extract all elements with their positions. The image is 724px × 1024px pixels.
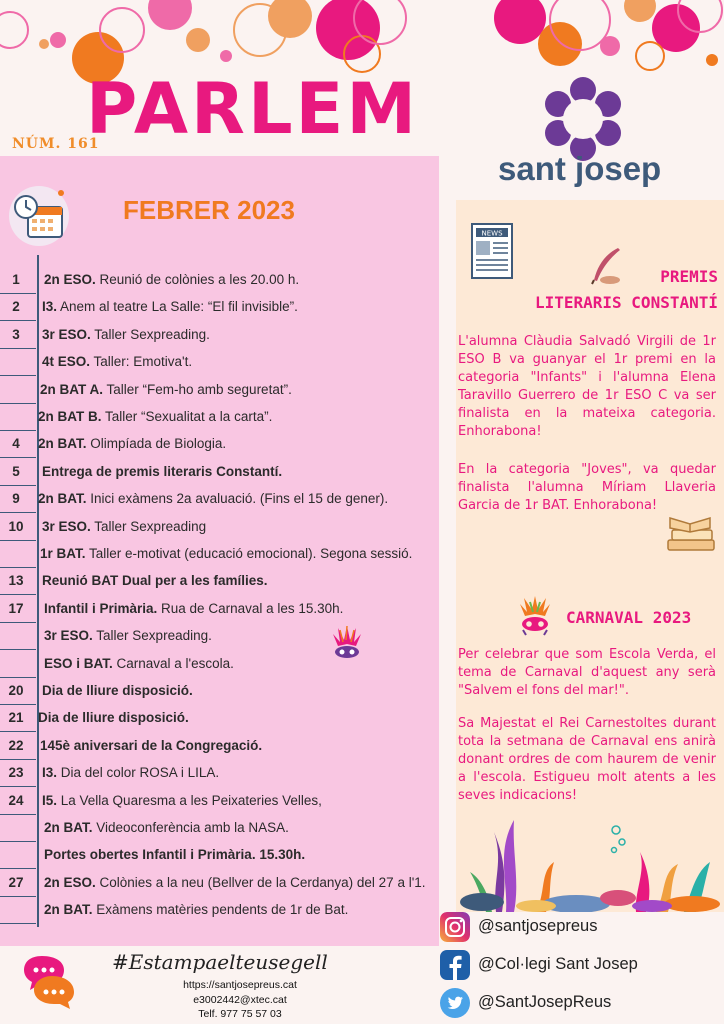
event-text (42, 327, 210, 342)
event-day: 20 (8, 683, 24, 698)
row-divider (0, 896, 36, 897)
twitter-icon (440, 988, 470, 1018)
event-group: 2n BAT. (44, 820, 93, 835)
website-link[interactable]: https://santjosepreus.cat (183, 979, 297, 991)
event-description: Taller “Fem-ho amb seguretat”. (103, 381, 292, 397)
event-day: 10 (8, 518, 24, 534)
event-row (0, 793, 439, 811)
event-text (44, 601, 343, 616)
instagram-icon (440, 912, 470, 942)
event-row (0, 327, 439, 345)
row-divider (0, 731, 36, 732)
row-divider (0, 457, 36, 458)
event-description: Anem al teatre La Salle: “El fil invisible”. (57, 299, 298, 315)
event-row (0, 546, 439, 564)
twitter-handle: @SantJosepReus (478, 993, 612, 1011)
event-row (0, 710, 439, 728)
event-row (0, 765, 439, 783)
row-divider (0, 430, 36, 431)
event-row (0, 464, 439, 482)
event-text (44, 820, 289, 835)
event-row (0, 601, 439, 619)
row-divider (0, 293, 36, 294)
event-day: 27 (8, 874, 24, 890)
event-description: Inici exàmens 2a avaluació. (Fins el 15 de gener). (86, 491, 389, 507)
event-day: 21 (8, 710, 24, 726)
event-description: Taller “Sexualitat a la carta”. (101, 409, 273, 424)
event-row (0, 519, 439, 537)
event-group: Reunió BAT Dual per a les famílies. (42, 573, 268, 589)
row-divider (0, 923, 36, 924)
event-day: 1 (12, 272, 20, 287)
event-row (0, 436, 439, 454)
month-title: FEBRER 2023 (123, 195, 295, 225)
event-day: 13 (8, 573, 24, 589)
event-group: 145è aniversari de la Congregació. (40, 737, 263, 753)
event-group: 3r ESO. (42, 326, 91, 342)
carnival-mask-icon (330, 622, 364, 662)
event-group: 1r BAT. (40, 546, 86, 561)
event-group: 2n BAT. (44, 902, 93, 918)
premis-paragraph-1: L'alumna Clàudia Salvadó Virgili de 1r ESO B va guanyar el 1r premi en la categoria "Infants" i l'alumna Elena Taravillo Guerrero de 1r ESO C va ser finalista en la mateixa categoria. Enhorabona! (458, 334, 716, 439)
event-day: 9 (12, 491, 20, 507)
row-divider (0, 348, 36, 349)
event-group: Infantil i Primària. (44, 600, 158, 616)
event-text (42, 354, 192, 369)
row-divider (0, 594, 36, 595)
row-divider (0, 841, 36, 842)
event-day: 24 (8, 792, 24, 808)
brand-name: sant josep (498, 150, 662, 187)
event-group: 2n ESO. (44, 874, 96, 890)
event-text (44, 875, 426, 890)
event-description: Dia del color ROSA i LILA. (57, 765, 220, 781)
event-text (40, 546, 412, 561)
carnival-mask-icon (518, 594, 552, 636)
event-group: 4t ESO. (42, 354, 91, 370)
event-text (42, 573, 268, 588)
event-row (0, 299, 439, 317)
event-description: La Vella Quaresma a les Peixateries Velles, (57, 792, 322, 808)
carnaval-heading: CARNAVAL 2023 (566, 608, 692, 627)
event-day: 22 (8, 737, 24, 753)
event-row (0, 628, 439, 646)
event-row (0, 409, 439, 427)
event-row (0, 847, 439, 865)
event-description: Taller Sexpreading. (92, 628, 212, 644)
event-group: ESO i BAT. (44, 655, 113, 671)
event-row (0, 354, 439, 372)
event-text (44, 656, 234, 671)
event-day: 23 (8, 765, 24, 781)
event-day: 4 (12, 436, 20, 452)
event-text (40, 738, 262, 753)
event-group: 2n BAT. (38, 436, 87, 452)
email-link[interactable]: e3002442@xtec.cat (193, 994, 287, 1006)
row-divider (0, 814, 36, 815)
event-text (38, 409, 272, 424)
facebook-handle: @Col·legi Sant Josep (478, 955, 638, 973)
event-description: Videoconferència amb la NASA. (92, 820, 289, 835)
event-text (42, 464, 282, 479)
event-group: 2n BAT. (38, 491, 87, 507)
hashtag: #Estampaelteusegell (112, 950, 328, 974)
event-row (0, 656, 439, 674)
instagram-handle: @santjosepreus (478, 917, 598, 935)
event-text (38, 710, 189, 725)
event-description: Taller Sexpreading (90, 518, 207, 534)
event-group: 2n ESO. (44, 272, 96, 287)
row-divider (0, 759, 36, 760)
event-group: Entrega de premis literaris Constantí. (42, 463, 283, 479)
row-divider (0, 567, 36, 568)
event-row (0, 573, 439, 591)
event-description: Reunió de colònies a les 20.00 h. (95, 272, 300, 287)
event-row (0, 683, 439, 701)
row-divider (0, 622, 36, 623)
event-text (42, 519, 206, 534)
issue-number: NÚM. 161 (12, 136, 100, 152)
event-description: Taller e-motivat (educació emocional). Segona sessió. (85, 546, 413, 561)
event-text (40, 382, 292, 397)
event-row (0, 272, 439, 290)
event-text (38, 436, 226, 451)
event-text (42, 299, 298, 314)
event-row (0, 820, 439, 838)
event-group: 3r ESO. (44, 628, 93, 644)
row-divider (0, 320, 36, 321)
books-icon (664, 510, 718, 558)
event-description: Olimpíada de Biologia. (86, 436, 227, 452)
phone-number: Telf. 977 75 57 03 (198, 1008, 282, 1020)
newsletter-title: PARLEM (86, 68, 420, 150)
event-row (0, 491, 439, 509)
facebook-icon (440, 950, 470, 980)
row-divider (0, 403, 36, 404)
event-group: I3. (42, 765, 58, 781)
event-text (44, 628, 212, 643)
event-description: Exàmens matèries pendents de 1r de Bat. (92, 902, 349, 918)
event-day: 17 (8, 600, 24, 616)
event-group: 3r ESO. (42, 518, 91, 534)
event-row (0, 738, 439, 756)
coral-reef-illustration (456, 812, 724, 912)
event-day: 3 (12, 326, 20, 342)
row-divider (0, 540, 36, 541)
event-description: Rua de Carnaval a les 15.30h. (157, 600, 344, 616)
premis-paragraph-2: En la categoria "Joves", va quedar finalista l'alumna Míriam Llaveria Garcia de 1r BAT. Enhorabona! (458, 462, 716, 513)
premis-heading (482, 264, 718, 316)
row-divider (0, 512, 36, 513)
event-description: Carnaval a l'escola. (112, 655, 234, 671)
event-text (42, 683, 193, 698)
event-text (38, 491, 388, 506)
event-row (0, 382, 439, 400)
event-text (44, 847, 305, 862)
row-divider (0, 649, 36, 650)
event-day: 2 (12, 299, 20, 315)
event-group: I3. (42, 299, 58, 315)
event-description: Taller: Emotiva't. (90, 354, 193, 370)
event-group: 2n BAT B. (38, 409, 102, 424)
row-divider (0, 786, 36, 787)
svg-text:NEWS: NEWS (481, 229, 503, 238)
row-divider (0, 485, 36, 486)
row-divider (0, 677, 36, 678)
row-divider (0, 375, 36, 376)
row-divider (0, 704, 36, 705)
event-text (44, 902, 348, 917)
row-divider (0, 868, 36, 869)
premis-heading-line2: LITERARIS CONSTANTÍ (534, 293, 718, 312)
event-day: 5 (12, 463, 20, 479)
calendar-clock-icon (6, 183, 72, 249)
event-group: Dia de lliure disposició. (42, 683, 193, 698)
event-text (44, 272, 299, 287)
event-group: 2n BAT A. (40, 381, 103, 397)
event-description: Taller Sexpreading. (90, 326, 210, 342)
event-row (0, 875, 439, 893)
event-row (0, 902, 439, 920)
event-text (42, 793, 322, 808)
carnaval-paragraph-2: Sa Majestat el Rei Carnestoltes durant tota la setmana de Carnaval ens anirà donant ordres de com haurem de venir a l'escola. Estigueu molt atents a les seves indicacions! (458, 716, 716, 803)
premis-heading-line1: PREMIS (660, 267, 718, 286)
event-group: I5. (42, 792, 58, 808)
event-text (42, 765, 219, 780)
chat-bubbles-icon (16, 952, 84, 1010)
event-group: Dia de lliure disposició. (38, 710, 189, 726)
carnaval-paragraph-1: Per celebrar que som Escola Verda, el tema de Carnaval d'aquest any serà "Salvem el fons del mar!". (458, 647, 716, 698)
event-description: Colònies a la neu (Bellver de la Cerdanya) del 27 a l'1. (95, 874, 426, 890)
event-group: Portes obertes Infantil i Primària. 15.30h. (44, 847, 306, 863)
